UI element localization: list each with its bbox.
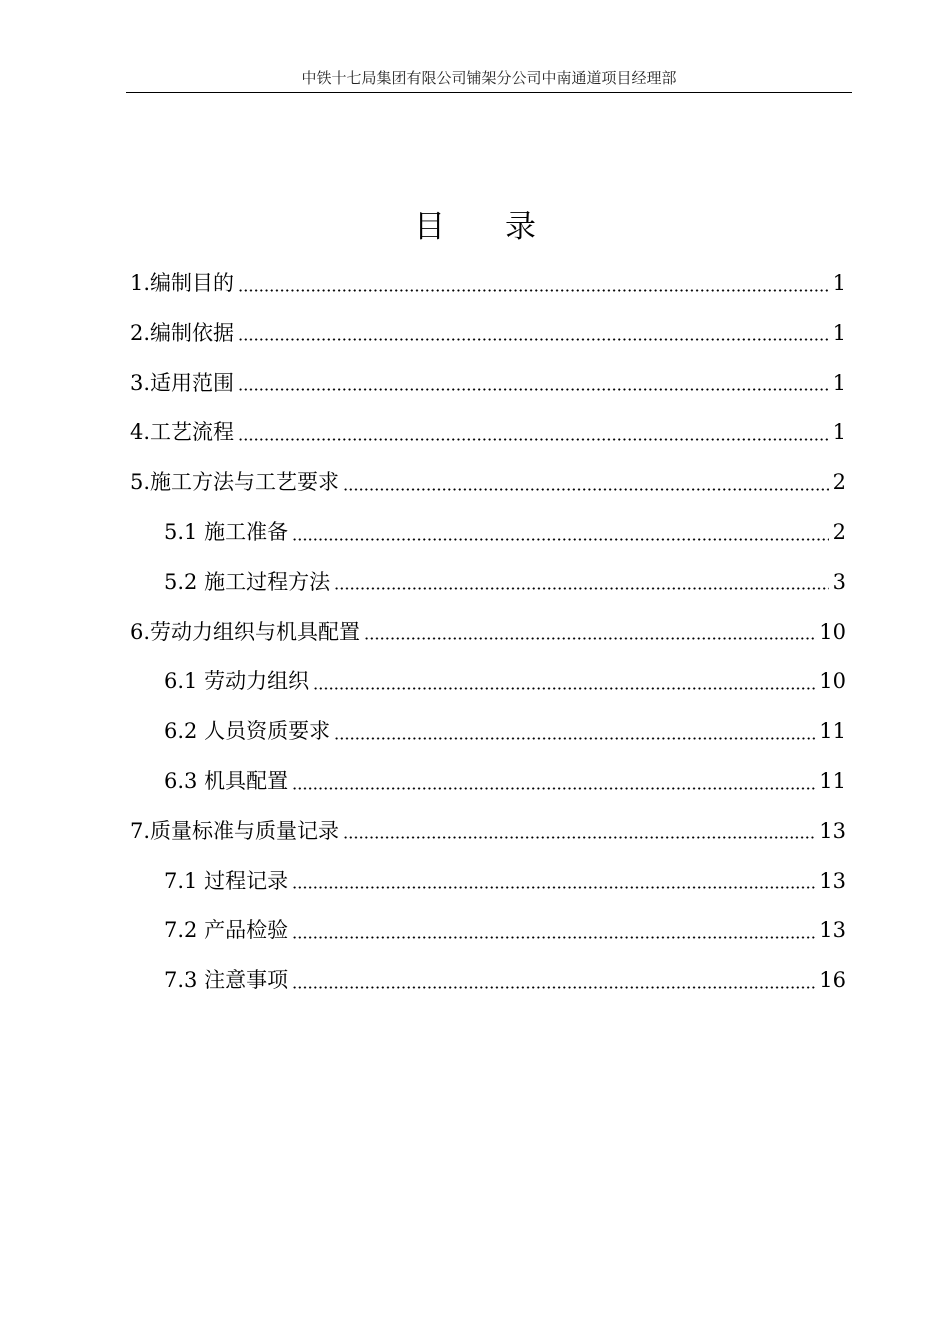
toc-entry[interactable]: [130, 258, 846, 308]
toc-entry-label: 2.编制依据: [130, 320, 235, 345]
toc-entry-label: 5.施工方法与工艺要求: [130, 470, 340, 495]
toc-dot-leader: [364, 637, 815, 640]
toc-entry-label: 7.1 过程记录: [164, 868, 289, 893]
toc-entry-label: 5.1 施工准备: [164, 520, 289, 544]
toc-entry-page-number: 13: [819, 818, 846, 843]
toc-entry-page-number: 11: [819, 769, 846, 793]
toc-entry[interactable]: [130, 358, 846, 408]
toc-entry-page-number: 1: [832, 271, 846, 295]
toc-dot-leader: [334, 587, 829, 590]
toc-title: 目录: [414, 209, 596, 245]
toc-entry-page-number: 1: [832, 320, 846, 345]
toc-entry[interactable]: [130, 407, 846, 457]
toc-entry-label: 1.编制目的: [130, 271, 235, 295]
toc-entry-page-number: 3: [832, 569, 846, 594]
toc-entry-label: 6.1 劳动力组织: [164, 669, 310, 694]
toc-entry[interactable]: [130, 457, 846, 507]
toc-dot-leader: [292, 538, 829, 541]
toc-dot-leader: [343, 488, 829, 491]
toc-entry-label: 7.3 注意事项: [164, 968, 289, 993]
toc-entry-page-number: 2: [832, 520, 846, 544]
toc-dot-leader: [238, 438, 829, 441]
toc-entry-label: 6.3 机具配置: [164, 769, 289, 793]
toc-dot-leader: [292, 986, 815, 989]
toc-dot-leader: [238, 289, 829, 292]
toc-entry[interactable]: [164, 905, 846, 955]
toc-entry-label: 4.工艺流程: [130, 420, 235, 445]
toc-entry-label: 7.质量标准与质量记录: [130, 818, 340, 843]
toc-entry-label: 3.适用范围: [130, 370, 235, 395]
toc-entry[interactable]: [164, 955, 846, 1005]
toc-entry-page-number: 2: [832, 470, 846, 495]
toc-dot-leader: [292, 886, 815, 889]
header-rule: [126, 92, 852, 93]
toc-entry[interactable]: [164, 706, 846, 756]
toc-entry-page-number: 1: [832, 370, 846, 395]
toc-dot-leader: [292, 787, 815, 790]
toc-dot-leader: [238, 388, 829, 391]
toc-entry[interactable]: [164, 656, 846, 706]
toc-dot-leader: [334, 737, 815, 740]
toc-dot-leader: [313, 687, 815, 690]
toc-entry-label: 6.2 人员资质要求: [164, 719, 331, 744]
toc-entry-label: 7.2 产品检验: [164, 918, 289, 943]
toc-dot-leader: [292, 936, 815, 939]
toc-entry-page-number: 10: [819, 669, 846, 694]
toc-entry[interactable]: [164, 756, 846, 806]
toc-entry-page-number: 16: [819, 968, 846, 993]
toc-dot-leader: [343, 836, 815, 839]
toc-entry[interactable]: [130, 308, 846, 358]
toc-entry-page-number: 13: [819, 918, 846, 943]
toc-entry[interactable]: [164, 856, 846, 906]
toc-dot-leader: [238, 338, 829, 341]
toc-entry-page-number: 13: [819, 868, 846, 893]
toc-entry[interactable]: [164, 557, 846, 607]
toc-entry[interactable]: [130, 607, 846, 657]
toc-entry-page-number: 11: [819, 719, 846, 744]
toc-entry-label: 6.劳动力组织与机具配置: [130, 619, 361, 644]
page-header: 中铁十七局集团有限公司铺架分公司中南通道项目经理部: [301, 69, 677, 87]
toc-entry-page-number: 10: [819, 619, 846, 644]
toc-entry-label: 5.2 施工过程方法: [164, 569, 331, 594]
toc-entry-page-number: 1: [832, 420, 846, 445]
toc-entry[interactable]: [130, 806, 846, 856]
toc-entry[interactable]: [164, 507, 846, 557]
